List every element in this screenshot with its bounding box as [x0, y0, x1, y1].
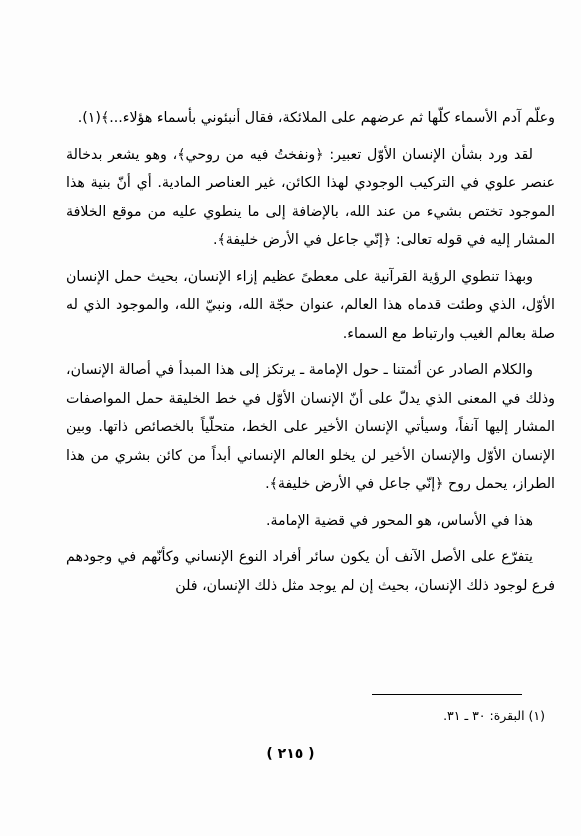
- paragraph-2: لقد ورد بشأن الإنسان الأوّل تعبير: ﴿ونفختُ فيه من روحي﴾، وهو يشعر بدخالة عنصر علوي في التركيب الوجودي لهذا الكائن، غير العناصر المادية. أي أنّ بنية هذا الموجود تختص بشيء من عند الله، بالإضافة إلى ما ينطوي عليه من موقع الخلافة المشار إليه في قوله تعالى: ﴿إنّي جاعل في الأرض خليفة﴾.: [66, 146, 555, 248]
- paragraph-5: هذا في الأساس، هو المحور في قضية الإمامة.: [265, 512, 533, 529]
- body-text: [66, 104, 555, 608]
- footnote-divider: [372, 694, 522, 695]
- paragraph-4: والكلام الصادر عن أئمتنا ـ حول الإمامة ـ يرتكز إلى هذا المبدأ في أصالة الإنسان، وذلك في المعنى الذي يدلّ على أنّ الإنسان الأوّل في خط الخليقة حمل المواصفات المشار إليها آنفاً، وسيأتي الإنسان الأخير على الخط، متحلّياً بالخصائص ذاتها. وبين الإنسان الأوّل والإنسان الأخير لن يخلو العالم الإنساني أبداً من كائن بشري من هذا الطراز، يحمل روح ﴿إنّي جاعل في الأرض خليفة﴾.: [66, 362, 555, 492]
- paragraph-1: وعلّم آدم الأسماء كلّها ثم عرضهم على الملائكة، فقال أنبئوني بأسماء هؤلاء...﴾(١).: [77, 110, 555, 126]
- page-number: ( ٢١٥ ): [266, 746, 315, 762]
- footnote: (١) البقرة: ٣٠ ـ ٣١.: [443, 708, 545, 723]
- paragraph-6: يتفرّع على الأصل الآنف أن يكون سائر أفراد النوع الإنساني وكأنّهم في وجودهم فرع لوجود ذلك الإنسان، بحيث إن لم يوجد مثل ذلك الإنسان، فلن: [66, 549, 555, 594]
- paragraph-3: وبهذا تنطوي الرؤية القرآنية على معطىً عظيم إزاء الإنسان، بحيث حمل الإنسان الأوّل، الذي وطئت قدماه هذا العالم، عنوان حجّة الله، ونبيّ الله، والموجود الذي له صلة بعالم الغيب وارتباط مع السماء.: [66, 268, 555, 342]
